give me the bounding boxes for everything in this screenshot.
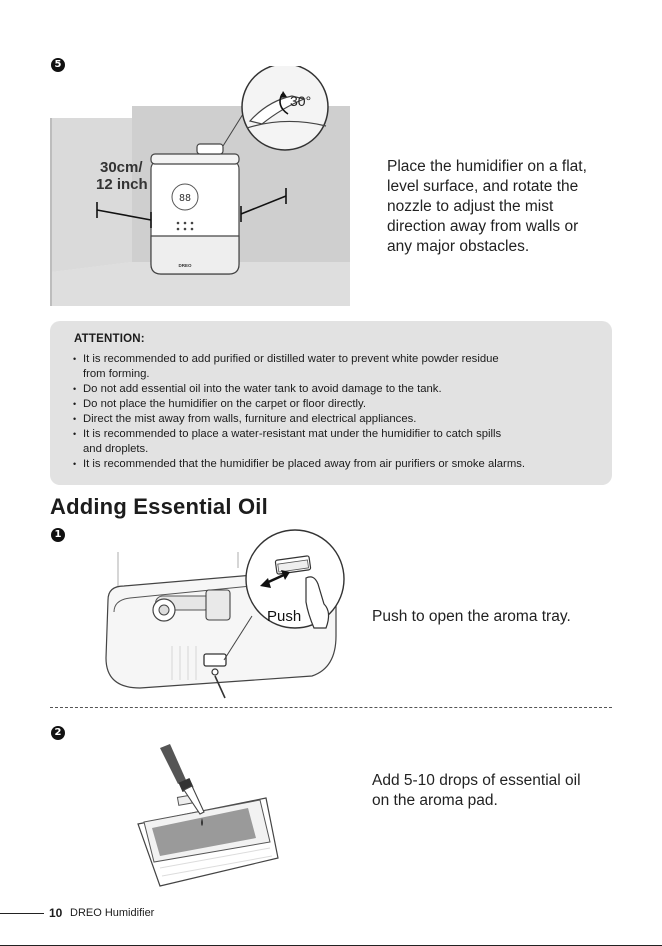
wall-edge (50, 118, 52, 306)
tank-connector (206, 590, 230, 620)
angle-label: 30° (290, 93, 312, 109)
step-2-instruction (372, 771, 632, 811)
distance-label-2: 12 inch (96, 176, 148, 193)
attention-item: • It is recommended that the humidifier be placed away from air purifiers or smoke alarms. (72, 457, 607, 472)
footer-product-name: DREO Humidifier (70, 907, 155, 919)
attention-item: • Direct the mist away from walls, furniture and electrical appliances. (72, 412, 607, 427)
attention-list (72, 352, 607, 472)
dropper-bulb (160, 744, 186, 784)
attention-item: • Do not place the humidifier on the carpet or floor directly. (72, 397, 607, 412)
distance-label-1: 30cm/ (100, 159, 143, 176)
placement-instruction-line: nozzle to adjust the mist (387, 198, 554, 215)
display-readout: 88 (178, 193, 192, 204)
attention-title: ATTENTION: (74, 333, 145, 345)
step-1-instruction: Push to open the aroma tray. (372, 608, 571, 625)
humidifier-placement-illustration (50, 66, 360, 306)
section-title: Adding Essential Oil (50, 494, 268, 519)
placement-instruction-line: any major obstacles. (387, 238, 530, 255)
attention-item: • It is recommended to add purified or distilled water to prevent white powder residue from forming. (72, 352, 607, 382)
placement-instruction (387, 157, 627, 257)
aroma-pad-dropper-illustration (130, 738, 280, 888)
step-1-badge: 1 (51, 528, 65, 542)
step-2-instruction-line: Add 5-10 drops of essential oil (372, 772, 581, 789)
push-label: Push (267, 608, 302, 625)
humidifier-nozzle (197, 144, 223, 154)
humidifier-base (151, 236, 239, 274)
step-5-badge: 5 (51, 58, 65, 72)
aroma-tray-slot (204, 654, 226, 666)
footer-rule (0, 913, 44, 914)
placement-instruction-line: level surface, and rotate the (387, 178, 579, 195)
attention-box (50, 321, 612, 485)
step-2-badge: 2 (51, 726, 65, 740)
aroma-tray-push-illustration (100, 528, 360, 700)
left-wall (52, 118, 132, 272)
attention-item: • It is recommended to place a water-resistant mat under the humidifier to catch spills and droplets. (72, 427, 607, 457)
page-number: 10 (49, 906, 63, 920)
brand-mark: DREO (178, 263, 192, 268)
step-2-instruction-line: on the aroma pad. (372, 792, 498, 809)
placement-instruction-line: direction away from walls or (387, 218, 579, 235)
attention-item: • Do not add essential oil into the water tank to avoid damage to the tank. (72, 382, 607, 397)
humidifier-top (151, 154, 239, 164)
placement-instruction-line: Place the humidifier on a flat, (387, 158, 587, 175)
step-divider (50, 707, 612, 708)
